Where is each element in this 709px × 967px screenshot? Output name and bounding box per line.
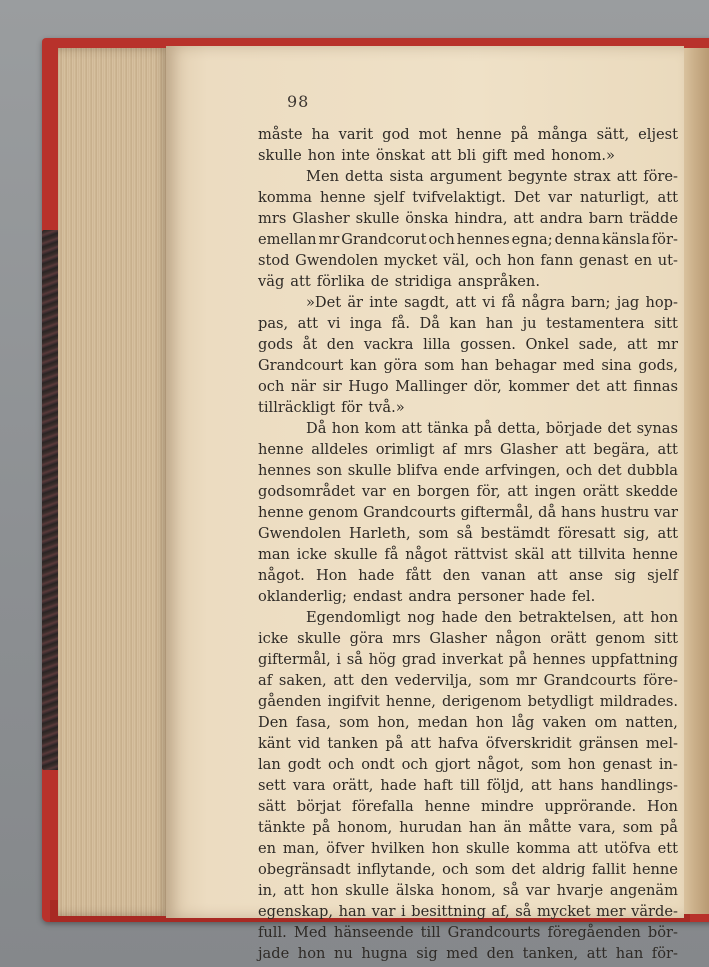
- right-page-edge: [684, 48, 709, 914]
- text-line: stod Gwendolen mycket väl, och hon fann genast en ut-: [258, 252, 678, 269]
- text-line: och när sir Hugo Mallinger dör, kommer det att finnas: [258, 378, 678, 395]
- text-line: giftermål, i så hög grad inverkat på hennes uppfattning: [258, 651, 678, 668]
- text-line: komma henne sjelf tvifvelaktigt. Det var naturligt, att: [258, 189, 678, 206]
- text-line: pas, att vi inga få. Då kan han ju testamentera sitt: [258, 315, 678, 332]
- text-line: emellan mr Grandcorut och hennes egna; denna känsla för-: [258, 231, 678, 248]
- text-line: gåenden ingifvit henne, derigenom betydligt mildrades.: [258, 693, 678, 710]
- text-line: obegränsadt inflytande, och som det aldrig fallit henne: [258, 861, 678, 878]
- text-line: något. Hon hade fått den vanan att anse sig sjelf: [258, 567, 678, 584]
- page-text: [258, 124, 678, 964]
- text-line: in, att hon skulle älska honom, så var hvarje angenäm: [258, 882, 678, 899]
- text-line: sätt börjat förefalla henne mindre upprörande. Hon: [258, 798, 678, 815]
- text-line: sett vara orätt, hade haft till följd, att hans handlings-: [258, 777, 678, 794]
- page-block-edges: [58, 48, 170, 916]
- text-line: henne genom Grandcourts giftermål, då hans hustru var: [258, 504, 678, 521]
- text-line: hennes son skulle blifva ende arfvingen, och det dubbla: [258, 462, 678, 479]
- text-line: väg att förlika de stridiga anspråken.: [258, 273, 540, 290]
- text-line: måste ha varit god mot henne på många sätt, eljest: [258, 126, 678, 143]
- text-line: en man, öfver hvilken hon skulle komma att utöfva ett: [258, 840, 678, 857]
- text-line: Men detta sista argument begynte strax att före-: [306, 168, 678, 185]
- text-line: af saken, att den vedervilja, som mr Grandcourts före-: [258, 672, 678, 689]
- text-line: tillräckligt för två.»: [258, 399, 405, 416]
- text-line: Grandcourt kan göra som han behagar med sina gods,: [258, 357, 678, 374]
- text-line: tänkte på honom, hurudan han än måtte vara, som på: [258, 819, 678, 836]
- text-line: gods åt den vackra lilla gossen. Onkel sade, att mr: [258, 336, 678, 353]
- text-line: Den fasa, som hon, medan hon låg vaken om natten,: [258, 714, 678, 731]
- text-line: mrs Glasher skulle önska hindra, att andra barn trädde: [258, 210, 678, 227]
- text-line: henne alldeles orimligt af mrs Glasher att begära, att: [258, 441, 678, 458]
- text-line: känt vid tanken på att hafva öfverskridit gränsen mel-: [258, 735, 678, 752]
- text-line: icke skulle göra mrs Glasher någon orätt genom sitt: [258, 630, 678, 647]
- page-number: 98: [287, 92, 310, 111]
- text-line: lan godt och ondt och gjort något, som hon genast in-: [258, 756, 678, 773]
- text-line: man icke skulle få något rättvist skäl att tillvita henne: [258, 546, 678, 563]
- text-line: godsområdet var en borgen för, att ingen orätt skedde: [258, 483, 678, 500]
- text-line: Då hon kom att tänka på detta, började det synas: [306, 420, 678, 437]
- text-line: Gwendolen Harleth, som så bestämdt föresatt sig, att: [258, 525, 678, 542]
- text-line: egenskap, han var i besittning af, så mycket mer värde-: [258, 903, 678, 920]
- text-line: full. Med hänseende till Grandcourts föregåenden bör-: [258, 924, 678, 941]
- text-line: oklanderlig; endast andra personer hade fel.: [258, 588, 596, 605]
- text-line: skulle hon inte önskat att bli gift med honom.»: [258, 147, 615, 164]
- text-line: Egendomligt nog hade den betraktelsen, att hon: [306, 609, 678, 626]
- text-line: jade hon nu hugna sig med den tanken, att han för-: [258, 945, 678, 962]
- text-line: »Det är inte sagdt, att vi få några barn; jag hop-: [306, 294, 678, 311]
